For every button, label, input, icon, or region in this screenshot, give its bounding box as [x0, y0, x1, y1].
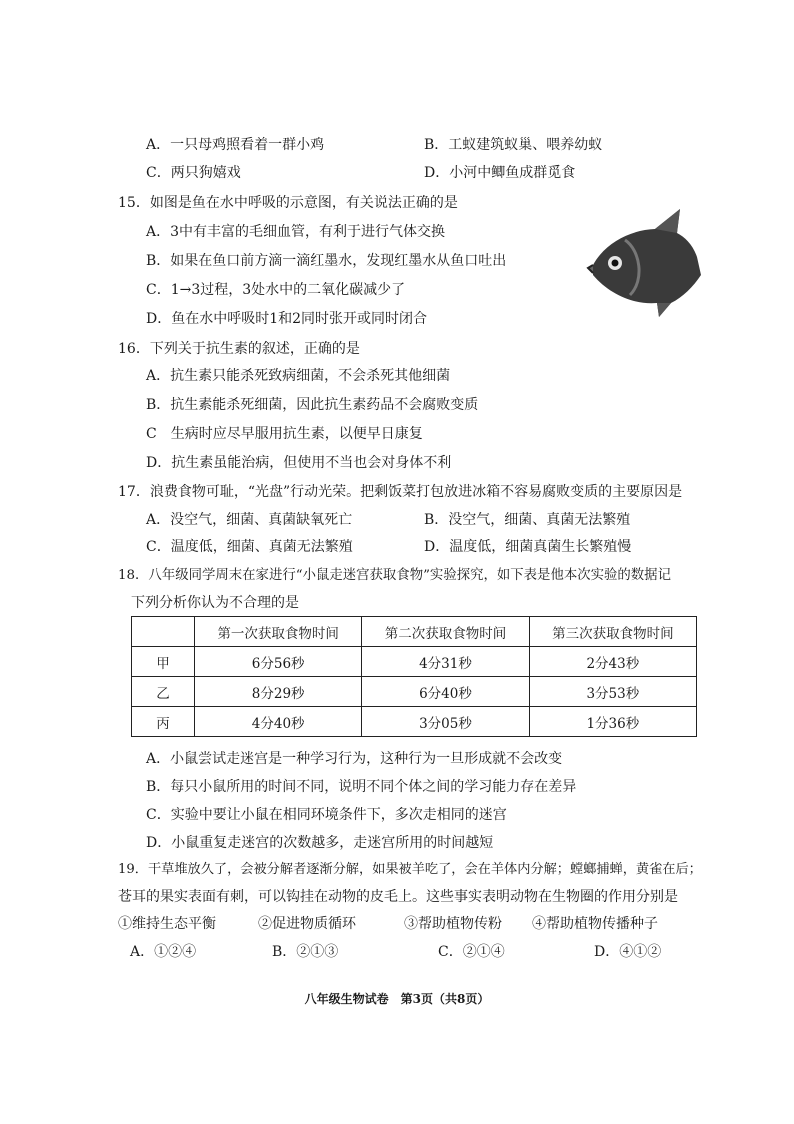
q19-option-b: B．②①③	[272, 944, 339, 960]
q17-option-a: A．没空气，细菌、真菌缺氧死亡	[146, 512, 353, 528]
q18-option-b: B．每只小鼠所用的时间不同，说明不同个体之间的学习能力存在差异	[146, 779, 577, 795]
q19-stem-line2: 苍耳的果实表面有刺，可以钩挂在动物的皮毛上。这些事实表明动物在生物圈的作用分别是	[118, 889, 678, 905]
q16-option-b: B．抗生素能杀死细菌，因此抗生素药品不会腐败变质	[146, 397, 479, 413]
table-cell: 8分29秒	[195, 677, 362, 707]
q19-stem-line1: 19．干草堆放久了，会被分解者逐渐分解，如果被羊吃了，会在羊体内分解；螳螂捕蝉，黄雀在后；	[118, 862, 702, 877]
q18-option-a: A．小鼠尝试走迷宫是一种学习行为，这种行为一旦形成就不会改变	[146, 751, 563, 767]
q15-option-c: C．1→3过程，3处水中的二氧化碳减少了	[146, 282, 406, 298]
q15-option-d: D．鱼在水中呼吸时1和2同时张开或同时闭合	[146, 311, 428, 327]
table-cell: 丙	[132, 707, 195, 737]
table-cell: 6分56秒	[195, 647, 362, 677]
table-cell: 4分31秒	[362, 647, 529, 677]
table-header-cell	[132, 617, 195, 647]
q14-option-a: A．一只母鸡照看着一群小鸡	[146, 137, 325, 153]
q15-option-a: A．3中有丰富的毛细血管，有利于进行气体交换	[146, 224, 446, 240]
q17-option-d: D．温度低，细菌真菌生长繁殖慢	[424, 539, 632, 555]
q18-stem-line2: 下列分析你认为不合理的是	[131, 595, 299, 611]
table-row	[132, 677, 697, 707]
table-cell: 6分40秒	[362, 677, 529, 707]
q14-option-c: C．两只狗嬉戏	[146, 165, 241, 181]
table-header-cell: 第三次获取食物时间	[529, 617, 696, 647]
table-cell: 甲	[132, 647, 195, 677]
fish-breathing-image	[585, 205, 703, 323]
table-header-cell: 第二次获取食物时间	[362, 617, 529, 647]
q19-item-4: ④帮助植物传播种子	[532, 916, 658, 932]
table-cell: 乙	[132, 677, 195, 707]
q19-option-d: D．④①②	[594, 944, 662, 960]
q17-option-c: C．温度低，细菌、真菌无法繁殖	[146, 539, 353, 555]
q18-stem-line1: 18．八年级同学周末在家进行“小鼠走迷宫获取食物”实验探究，如下表是他本次实验的数据记	[118, 568, 671, 583]
table-row	[132, 707, 697, 737]
table-cell: 1分36秒	[529, 707, 696, 737]
table-header-cell: 第一次获取食物时间	[195, 617, 362, 647]
q15-option-b: B．如果在鱼口前方滴一滴红墨水，发现红墨水从鱼口吐出	[146, 253, 507, 269]
q19-option-a: A．①②④	[130, 944, 197, 960]
q16-option-d: D．抗生素虽能治病，但使用不当也会对身体不利	[146, 455, 452, 471]
q16-stem: 16．下列关于抗生素的叙述，正确的是	[118, 341, 360, 357]
table-header-row	[132, 617, 697, 647]
mouse-maze-data-table	[131, 616, 697, 737]
q14-option-d: D．小河中鲫鱼成群觅食	[424, 165, 576, 181]
table-cell: 3分53秒	[529, 677, 696, 707]
table-cell: 3分05秒	[362, 707, 529, 737]
q16-option-a: A．抗生素只能杀死致病细菌，不会杀死其他细菌	[146, 368, 451, 384]
q19-item-1: ①维持生态平衡	[118, 916, 216, 932]
q19-item-2: ②促进物质循环	[258, 916, 356, 932]
page-footer: 八年级生物试卷 第3页（共8页）	[304, 992, 490, 1006]
table-cell: 4分40秒	[195, 707, 362, 737]
q17-option-b: B．没空气，细菌、真菌无法繁殖	[424, 512, 631, 528]
q17-stem: 17．浪费食物可耻，“光盘”行动光荣。把剩饭菜打包放进冰箱不容易腐败变质的主要原因是	[118, 484, 683, 500]
q15-stem: 15．如图是鱼在水中呼吸的示意图，有关说法正确的是	[118, 195, 458, 211]
q18-option-c: C．实验中要让小鼠在相同环境条件下，多次走相同的迷宫	[146, 807, 507, 823]
q19-option-c: C．②①④	[438, 944, 505, 960]
q14-option-b: B．工蚁建筑蚁巢、喂养幼蚁	[424, 137, 603, 153]
q18-option-d: D．小鼠重复走迷宫的次数越多，走迷宫所用的时间越短	[146, 835, 494, 851]
table-cell: 2分43秒	[529, 647, 696, 677]
table-row	[132, 647, 697, 677]
q16-option-c: C 生病时应尽早服用抗生素，以便早日康复	[146, 426, 423, 442]
q19-item-3: ③帮助植物传粉	[404, 916, 502, 932]
